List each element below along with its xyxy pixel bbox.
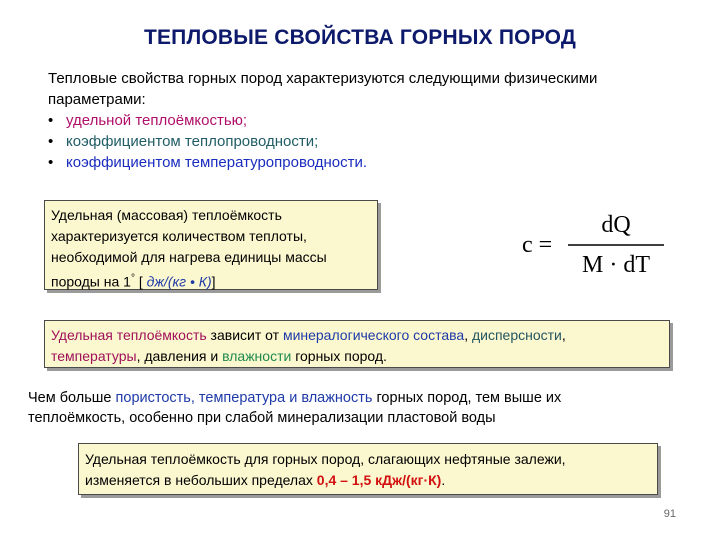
definition-line-text: породы на 1 — [51, 273, 131, 290]
box-text: , — [464, 327, 472, 343]
bullet-item — [48, 131, 688, 152]
bullet-item — [48, 152, 688, 173]
definition-line: необходимой для нагрева единицы массы — [51, 249, 327, 265]
box-text: температуры — [51, 348, 137, 364]
unit-bracket-close: ] — [211, 273, 216, 290]
box-text: и — [206, 348, 223, 364]
bullet-text-heat-capacity: удельной теплоёмкостью; — [66, 112, 248, 129]
formula-numerator: dQ — [601, 212, 631, 238]
box-text: . — [441, 472, 446, 488]
definition-line — [51, 268, 371, 293]
porosity-paragraph — [28, 388, 698, 428]
box-text: горных пород. — [291, 348, 387, 364]
box-text: давления — [144, 348, 207, 364]
box-text: изменяется в небольших пределах — [85, 472, 317, 488]
box-text: Удельная теплоёмкость для горных пород, слагающих нефтяные залежи, — [85, 451, 566, 467]
page-number: 91 — [663, 508, 676, 520]
box-text: дисперсности — [471, 327, 562, 343]
box-text: минералогического состава — [282, 327, 465, 343]
definition-line: характеризуется количеством теплоты, — [51, 228, 307, 244]
unit-text: дж/(кг • К) — [146, 273, 212, 290]
box-text: , — [136, 348, 145, 364]
para-text: теплоёмкость, особенно при слабой минерализации пластовой воды — [28, 410, 496, 426]
para-text: Чем больше — [28, 390, 116, 406]
box-text: зависит от — [206, 327, 283, 343]
range-box — [78, 443, 658, 495]
formula-denominator: M · dT — [582, 252, 650, 278]
intro-text: Тепловые свойства горных пород характеризуются следующими физическими параметрами: — [48, 70, 598, 108]
definition-line: Удельная (массовая) теплоёмкость — [51, 207, 282, 223]
bullet-item — [48, 110, 688, 131]
box-text: влажности — [222, 348, 292, 364]
degree-sign: ° — [130, 273, 135, 284]
bullet-text-diffusivity: коэффициентом температуропроводности. — [66, 154, 368, 171]
para-text: горных пород, тем выше их — [372, 390, 562, 406]
box-text: , — [561, 327, 566, 343]
dependency-box — [44, 320, 670, 368]
intro-section — [48, 68, 688, 173]
formula-lhs: c = — [522, 232, 553, 258]
box-text: Удельная теплоёмкость — [51, 327, 207, 343]
unit-bracket-open: [ — [134, 273, 147, 290]
bullet-marker: • — [48, 112, 54, 129]
slide-title: ТЕПЛОВЫЕ СВОЙСТВА ГОРНЫХ ПОРОД — [143, 26, 577, 49]
range-value: 0,4 – 1,5 кДж/(кг·К) — [316, 472, 442, 488]
bullet-marker: • — [48, 133, 54, 150]
bullet-marker: • — [48, 154, 54, 171]
para-text-highlight: пористость, температура и влажность — [115, 390, 373, 406]
heat-capacity-formula — [500, 200, 670, 290]
definition-box — [44, 200, 378, 290]
bullet-text-conductivity: коэффициентом теплопроводности; — [66, 133, 319, 150]
